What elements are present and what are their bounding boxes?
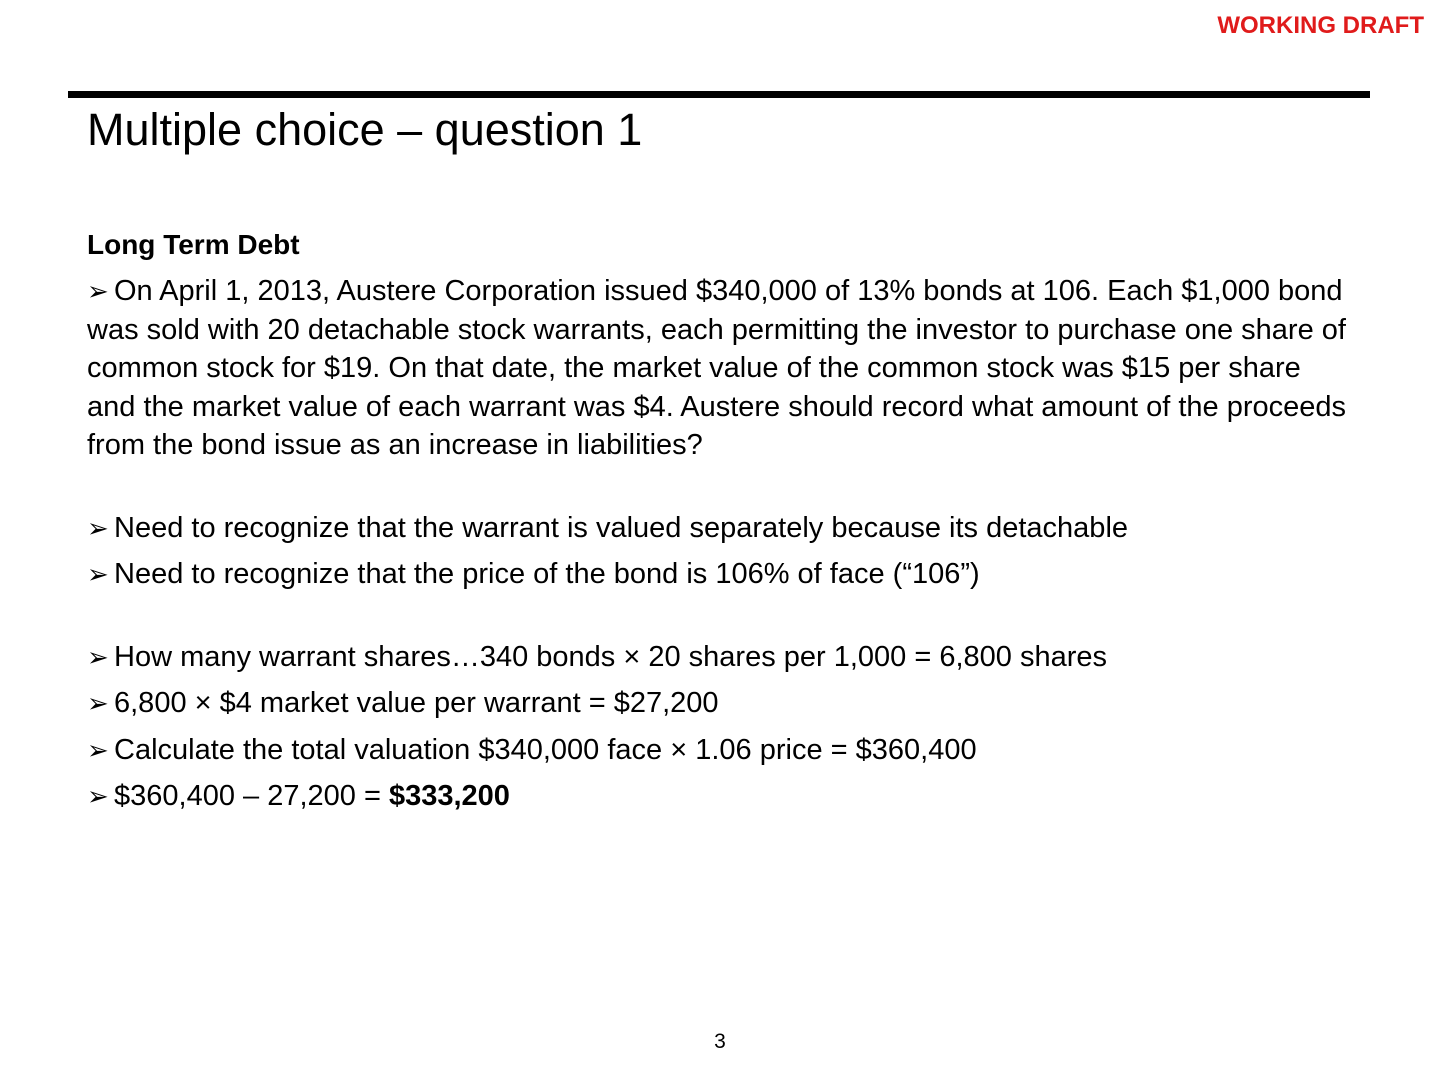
bullet-text: On April 1, 2013, Austere Corporation issued $340,000 of 13% bonds at 106. Each $1,000 bond was sold with 20 detachable stock warrants, each permitting the investor to purchase one share of common stock for $19. On that date, the market value of the common stock was $15 per share and the market value of each warrant was $4. Austere should record what amount of the proceeds from the bond issue as an increase in liabilities? — [87, 275, 1347, 461]
arrow-bullet-icon: ➢ — [87, 734, 109, 765]
slide-content — [87, 226, 1357, 824]
title-divider — [68, 91, 1370, 98]
arrow-bullet-icon: ➢ — [87, 276, 109, 306]
working-draft-label: WORKING DRAFT — [1217, 12, 1424, 39]
bullet-text: How many warrant shares…340 bonds × 20 shares per 1,000 = 6,800 shares — [114, 640, 1108, 673]
section-heading: Long Term Debt — [87, 229, 300, 260]
bullet-text: Need to recognize that the price of the bond is 106% of face (“106”) — [114, 558, 980, 590]
bullet-text: Calculate the total valuation $340,000 face × 1.06 price = $360,400 — [114, 733, 977, 766]
arrow-bullet-icon: ➢ — [87, 781, 109, 811]
arrow-bullet-icon: ➢ — [87, 512, 109, 543]
slide-title: Multiple choice – question 1 — [87, 104, 643, 155]
bullet-item — [87, 638, 1357, 677]
arrow-bullet-icon: ➢ — [87, 688, 109, 718]
arrow-bullet-icon: ➢ — [87, 641, 109, 672]
bullet-text: 6,800 × $4 market value per warrant = $27,200 — [114, 687, 719, 719]
page-number: 3 — [714, 1030, 726, 1053]
bullet-item — [87, 684, 1357, 723]
bullet-text: Need to recognize that the warrant is valued separately because its detachable — [114, 511, 1129, 544]
bullet-item — [87, 509, 1357, 548]
bullet-item — [87, 731, 1357, 770]
bullet-answer — [87, 777, 1357, 816]
bullet-item — [87, 555, 1357, 594]
bullet-question — [87, 272, 1357, 465]
answer-value: $333,200 — [388, 780, 510, 812]
bullet-text: $360,400 – 27,200 = — [114, 780, 389, 812]
arrow-bullet-icon: ➢ — [87, 559, 109, 589]
